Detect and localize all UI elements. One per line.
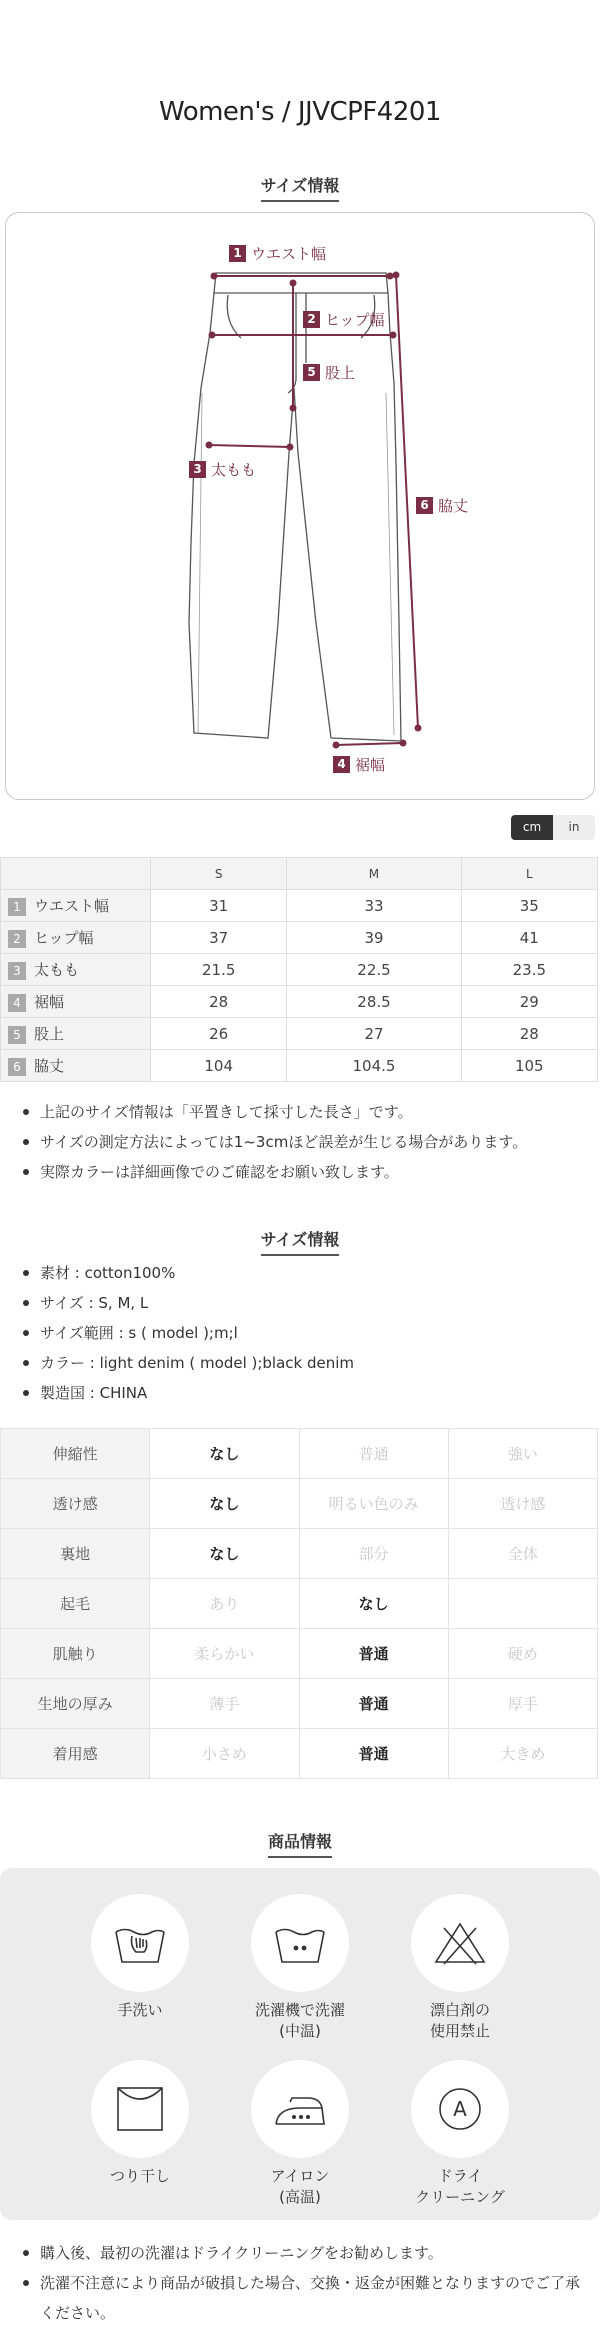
page-title: Women's / JJVCPF4201 [159,97,441,127]
table-cell: 27 [287,1018,461,1050]
attribute-label: 裏地 [1,1529,150,1579]
table-row [1,890,598,922]
list-item: 製造国 : CHINA [20,1378,590,1408]
table-cell: 31 [151,890,287,922]
row-header: 6 脇丈 [1,1050,151,1082]
list-item: 実際カラーは詳細画像でのご確認をお願い致します。 [20,1157,590,1187]
table-cell: 22.5 [287,954,461,986]
size-diagram [5,212,595,800]
row-header: 3 太もも [1,954,151,986]
attribute-label: 生地の厚み [1,1679,150,1729]
table-cell: 28 [461,1018,597,1050]
attribute-option [448,1579,597,1629]
pants-illustration [6,213,596,801]
diagram-label-outseam: 6 脇丈 [416,495,468,516]
care-notes-list [20,2238,590,2328]
svg-text:A: A [453,2097,467,2121]
attribute-option: 普通 [299,1679,448,1729]
table-cell: 104.5 [287,1050,461,1082]
table-row [1,1679,598,1729]
attribute-label: 肌触り [1,1629,150,1679]
hand-wash-icon [110,1918,170,1968]
table-cell: 29 [461,986,597,1018]
list-item: 購入後、最初の洗濯はドライクリーニングをお勧めします。 [20,2238,590,2268]
care-item-hand-wash: 手洗い [60,1894,220,2021]
table-row [1,1429,598,1479]
table-row [1,986,598,1018]
list-item: カラー : light denim ( model );black denim [20,1348,590,1378]
table-cell: 33 [287,890,461,922]
attribute-option: なし [299,1579,448,1629]
attribute-label: 着用感 [1,1729,150,1779]
list-item: サイズ : S, M, L [20,1288,590,1318]
table-row [1,922,598,954]
table-row [1,1629,598,1679]
attribute-option: なし [150,1529,299,1579]
size-table-header [1,858,598,890]
row-header: 2 ヒップ幅 [1,922,151,954]
list-item: 洗濯不注意により商品が破損した場合、交換・返金が困難となりますのでご了承ください。 [20,2268,590,2328]
attribute-label: 起毛 [1,1579,150,1629]
machine-wash-icon [270,1918,330,1968]
care-item-no-bleach: 漂白剤の 使用禁止 [380,1894,540,2042]
table-row [1,1050,598,1082]
care-item-machine-wash: 洗濯機で洗濯 (中温) [220,1894,380,2042]
unit-toggle [511,815,595,840]
dry-clean-icon [430,2084,490,2134]
attribute-option: 柔らかい [150,1629,299,1679]
line-dry-icon [110,2084,170,2134]
table-cell: 21.5 [151,954,287,986]
table-cell: 28.5 [287,986,461,1018]
list-item: サイズ範囲 : s ( model );m;l [20,1318,590,1348]
list-item: 上記のサイズ情報は「平置きして採寸した長さ」です。 [20,1097,590,1127]
attribute-option: 大きめ [448,1729,597,1779]
size-notes-list [20,1097,590,1187]
table-cell: 39 [287,922,461,954]
care-item-iron: アイロン (高温) [220,2060,380,2208]
row-header: 5 股上 [1,1018,151,1050]
list-item: 素材 : cotton100% [20,1258,590,1288]
info-section-heading: サイズ情報 [0,1227,600,1256]
attribute-option: なし [150,1429,299,1479]
attribute-option: 部分 [299,1529,448,1579]
row-header: 1 ウエスト幅 [1,890,151,922]
attribute-option: あり [150,1579,299,1629]
table-cell: 41 [461,922,597,954]
table-cell: 35 [461,890,597,922]
table-cell: 28 [151,986,287,1018]
diagram-label-hip: 2 ヒップ幅 [303,309,385,330]
fabric-attributes-table [0,1428,598,1779]
table-row [1,1579,598,1629]
no-bleach-icon [430,1918,490,1968]
table-cell: 37 [151,922,287,954]
table-row [1,1018,598,1050]
table-row [1,954,598,986]
unit-in-button[interactable]: in [568,820,580,834]
table-row [1,1479,598,1529]
list-item: サイズの測定方法によっては1~3cmほど誤差が生じる場合があります。 [20,1127,590,1157]
care-section-heading: 商品情報 [0,1829,600,1858]
care-item-line-dry: つり干し [60,2060,220,2187]
attribute-option: 小さめ [150,1729,299,1779]
attribute-option: 厚手 [448,1679,597,1729]
column-header: S [151,858,287,890]
size-section-heading: サイズ情報 [0,173,600,202]
attribute-option: 全体 [448,1529,597,1579]
size-table [0,857,598,1082]
table-row [1,1729,598,1779]
attribute-label: 透け感 [1,1479,150,1529]
table-row [1,1529,598,1579]
diagram-label-thigh: 3 太もも [189,459,256,480]
table-corner [1,858,151,890]
attribute-option: 普通 [299,1629,448,1679]
table-cell: 26 [151,1018,287,1050]
care-instructions-panel [0,1868,600,2220]
diagram-label-rise: 5 股上 [303,362,355,383]
attribute-option: 普通 [299,1429,448,1479]
column-header: L [461,858,597,890]
column-header: M [287,858,461,890]
diagram-label-hem: 4 裾幅 [333,754,385,775]
care-item-dry-clean: A ドライ クリーニング [380,2060,540,2208]
diagram-label-waist: 1 ウエスト幅 [229,243,326,264]
attribute-option: なし [150,1479,299,1529]
attribute-option: 薄手 [150,1679,299,1729]
unit-cm-button[interactable]: cm [511,815,553,840]
table-cell: 105 [461,1050,597,1082]
row-header: 4 裾幅 [1,986,151,1018]
table-cell: 23.5 [461,954,597,986]
table-cell: 104 [151,1050,287,1082]
attribute-option: 普通 [299,1729,448,1779]
product-specs-list [20,1258,590,1408]
attribute-option: 硬め [448,1629,597,1679]
iron-medium-icon [270,2084,330,2134]
attribute-option: 透け感 [448,1479,597,1529]
attribute-option: 明るい色のみ [299,1479,448,1529]
attribute-option: 強い [448,1429,597,1479]
attribute-label: 伸縮性 [1,1429,150,1479]
